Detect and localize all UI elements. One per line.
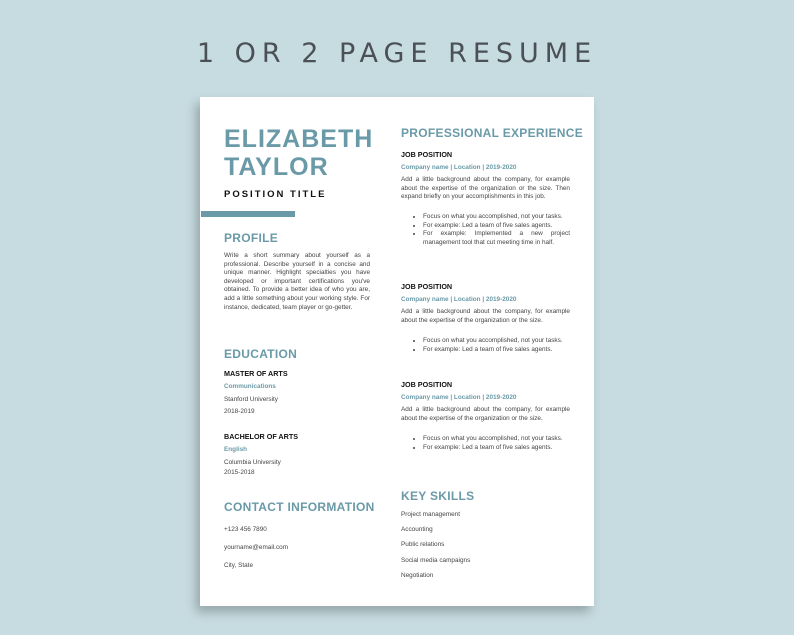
contact-heading: CONTACT INFORMATION [224,500,375,514]
experience-heading: PROFESSIONAL EXPERIENCE [401,126,584,140]
profile-heading: PROFILE [224,231,279,245]
position-title: POSITION TITLE [224,189,327,200]
contact-location: City, State [224,562,254,569]
contact-phone: +123 456 7890 [224,526,267,533]
job-title: JOB POSITION [401,282,453,291]
skill-item: Public relations [401,541,445,548]
skill-item: Project management [401,511,460,518]
job-bullet: • For example: Led a team of five sales agents. [423,222,570,231]
banner-title: 1 OR 2 PAGE RESUME [196,38,598,69]
accent-bar [201,211,295,217]
degree-school: Stanford University [224,396,278,403]
job-bullets [401,337,570,354]
job-company: Company name | Location | 2019-2020 [401,394,517,401]
name-last: TAYLOR [224,153,329,181]
resume-page [200,97,594,606]
job-description: Add a little background about the company, for example about the expertise of the organization or the size. [401,308,570,324]
degree-years: 2015-2018 [224,469,255,476]
job-bullet: • For example: Led a team of five sales agents. [423,444,570,453]
profile-text: Write a short summary about yourself as a professional. Describe yourself in a concise and unique manner. Highlight specialties you have developed or important certifications you've obtained. To provide a better idea of who you are, add a little something about your working style. For instance, dedicated, team player or go-getter. [224,252,370,311]
education-heading: EDUCATION [224,347,298,361]
job-title: JOB POSITION [401,150,453,159]
skills-heading: KEY SKILLS [401,489,475,503]
degree-title: MASTER OF ARTS [224,369,288,378]
job-title: JOB POSITION [401,380,453,389]
job-description: Add a little background about the company, for example about the expertise of the organization or the size. [401,406,570,422]
job-bullets [401,435,570,452]
job-company: Company name | Location | 2019-2020 [401,296,517,303]
degree-field: English [224,446,248,453]
job-company: Company name | Location | 2019-2020 [401,164,517,171]
job-bullet: • For example: Implemented a new project management tool that cut meeting time in half. [423,230,570,247]
degree-title: BACHELOR OF ARTS [224,432,299,441]
job-bullets [401,213,570,247]
degree-years: 2018-2019 [224,408,255,415]
degree-school: Columbia University [224,459,281,466]
job-bullet: • Focus on what you accomplished, not your tasks. [423,213,570,222]
contact-email: yourname@email.com [224,544,289,551]
job-bullet: • Focus on what you accomplished, not your tasks. [423,337,570,346]
job-bullet: • Focus on what you accomplished, not your tasks. [423,435,570,444]
skill-item: Social media campaigns [401,557,471,564]
degree-field: Communications [224,383,276,390]
name-first: ELIZABETH [224,125,374,153]
job-description: Add a little background about the company, for example about the expertise of the organization or the size. Then expand briefly on your accomplishments in this job. [401,176,570,201]
skill-item: Accounting [401,526,433,533]
job-bullet: • For example: Led a team of five sales agents. [423,346,570,355]
resume-name [224,125,373,181]
skill-item: Negotiation [401,572,434,579]
